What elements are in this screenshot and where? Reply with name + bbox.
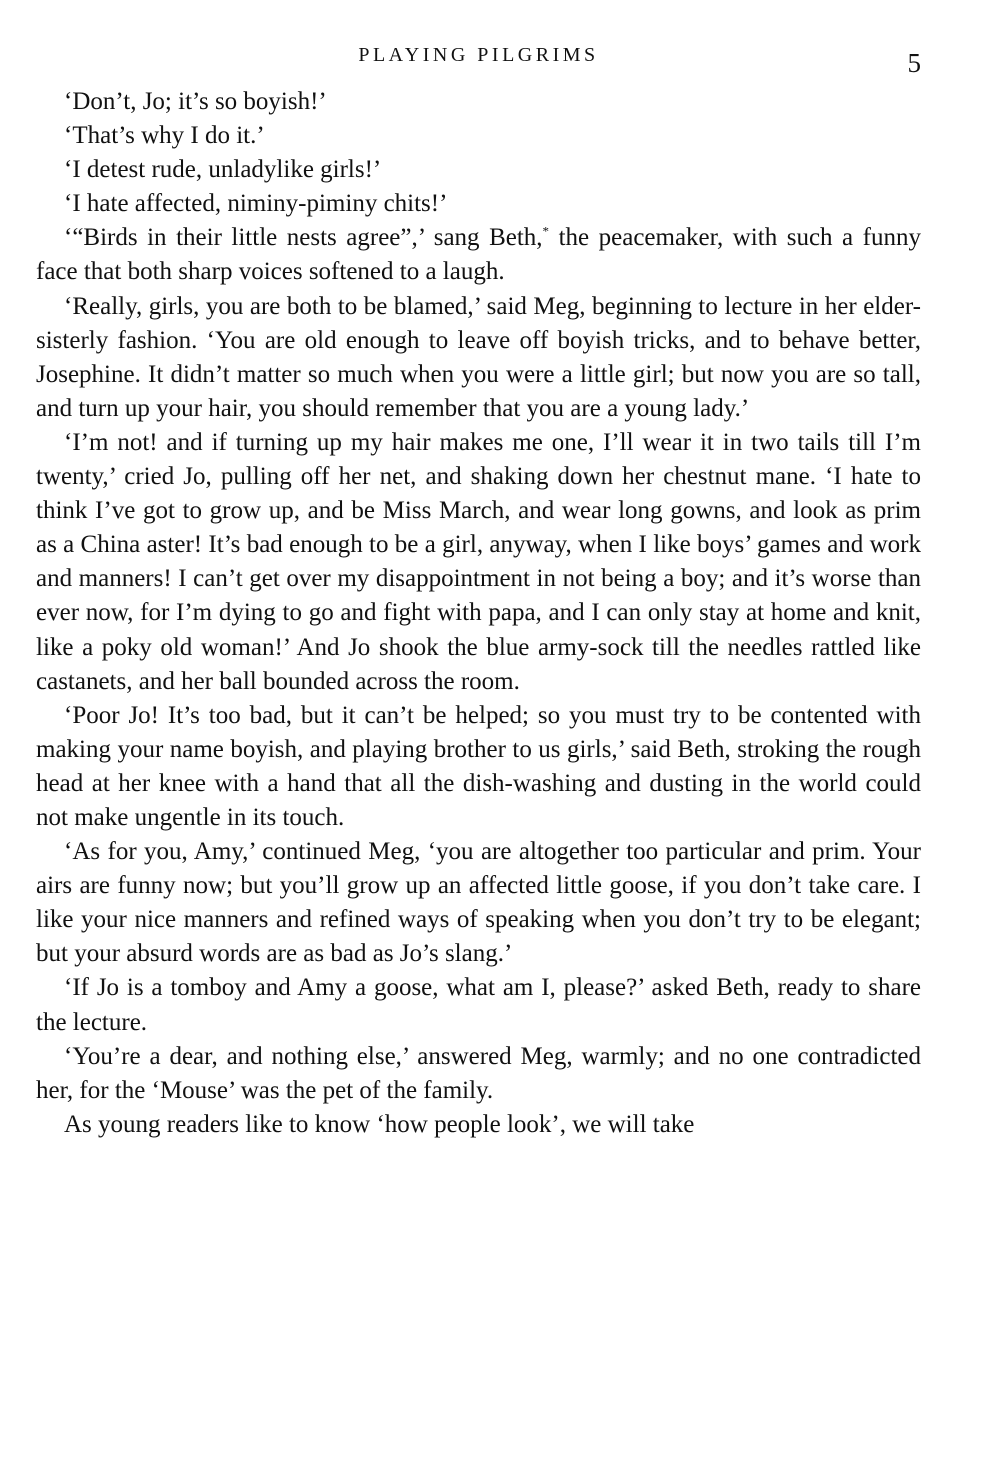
paragraph: ‘Poor Jo! It’s too bad, but it can’t be helped; so you must try to be contented with making your name boyish, and playing brother to us girls,’ said Beth, stroking the rough head at her knee with a hand that all the dish-washing and dusting in the world could not make ungentle in its touch. <box>36 701 921 831</box>
paragraph: ‘I’m not! and if turning up my hair makes me one, I’ll wear it in two tails till I’m twenty,’ cried Jo, pulling off her net, and shaking down her chestnut mane. ‘I hate to think I’ve got to grow up, and be Miss March, and wear long gowns, and look as prim as a China aster! It’s bad enough to be a girl, anyway, when I like boys’ games and work and manners! I can’t get over my disappointment in not being a boy; and it’s worse than ever now, for I’m dying to go and fight with papa, and I can only stay at home and knit, like a poky old woman!’ And Jo shook the blue army-sock till the needles rattled like castanets, and her ball bounded across the room. <box>36 428 921 695</box>
paragraph: ‘I detest rude, unladylike girls!’ <box>64 156 382 184</box>
paragraph <box>36 221 921 289</box>
running-title: PLAYING PILGRIMS <box>358 44 599 66</box>
paragraph: As young readers like to know ‘how people look’, we will take <box>64 1110 695 1138</box>
paragraph: ‘Really, girls, you are both to be blamed,’ said Meg, beginning to lecture in her elder-sisterly fashion. ‘You are old enough to leave off boyish tricks, and to behave better, Josephine. It didn’t matter so much when you were a little girl; but now you are so tall, and turn up your hair, you should remember that you are a young lady.’ <box>36 292 921 422</box>
paragraph-text: the peacemaker, with such a funny face that both sharp voices softened to a laugh. <box>36 224 921 286</box>
paragraph: ‘As for you, Amy,’ continued Meg, ‘you are altogether too particular and prim. Your airs are funny now; but you’ll grow up an affected little goose, if you don’t take care. I like your nice manners and refined ways of speaking when you don’t try to be elegant; but your absurd words are as bad as Jo’s slang.’ <box>36 838 921 968</box>
footnote-mark[interactable]: * <box>542 224 550 240</box>
body-text <box>36 85 921 1142</box>
paragraph: ‘Don’t, Jo; it’s so boyish!’ <box>64 88 327 115</box>
paragraph: ‘That’s why I do it.’ <box>64 122 265 150</box>
paragraph: ‘I hate affected, niminy-piminy chits!’ <box>64 190 448 218</box>
paragraph: ‘You’re a dear, and nothing else,’ answered Meg, warmly; and no one contradicted her, for the ‘Mouse’ was the pet of the family. <box>36 1042 921 1104</box>
running-head <box>36 40 921 78</box>
paragraph: ‘If Jo is a tomboy and Amy a goose, what am I, please?’ asked Beth, ready to share the lecture. <box>36 974 921 1036</box>
page-number: 5 <box>907 48 921 78</box>
paragraph-text: ‘“Birds in their little nests agree”,’ sang Beth, <box>64 224 543 252</box>
